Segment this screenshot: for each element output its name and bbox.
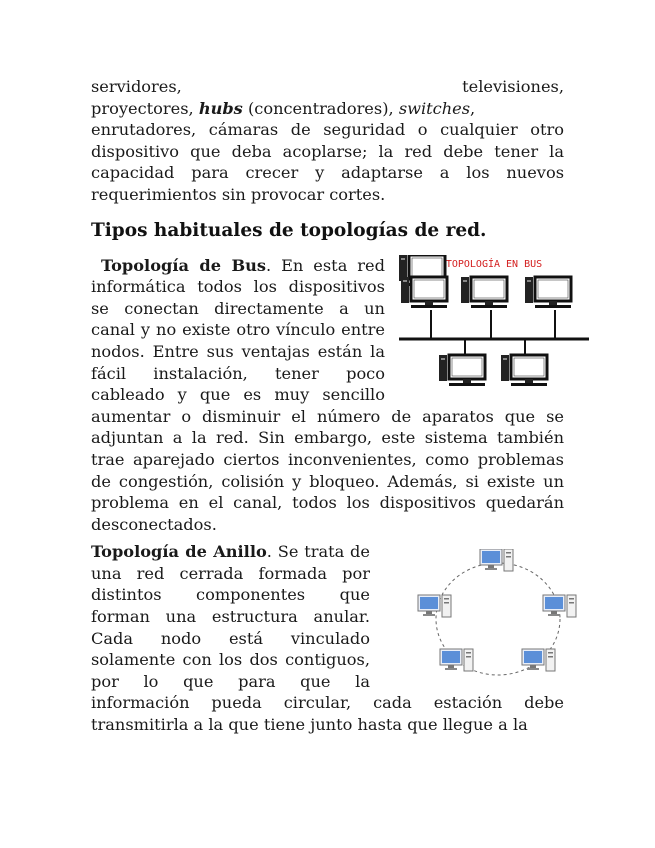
bus-section bbox=[91, 255, 564, 536]
document-page bbox=[91, 76, 564, 742]
intro-text-b: (concentradores), bbox=[242, 98, 399, 118]
workstation-icon bbox=[480, 549, 513, 571]
workstation-icon bbox=[522, 649, 555, 671]
ring-section bbox=[91, 541, 564, 735]
bus-topology-figure bbox=[399, 255, 589, 387]
workstation-icon bbox=[418, 595, 451, 617]
ring-topology-figure bbox=[416, 549, 580, 679]
ring-text: . Se trata de una red cerrada formada por distintos componentes que forman una estructura anular. Cada nodo está vinculado solamente con los dos contiguos, por lo que para que la información pueda circular, cada estación debe transmitirla a la que tiene junto hasta que llegue a la bbox=[91, 542, 564, 735]
term-switches: switches bbox=[398, 98, 471, 118]
computer-icon bbox=[501, 355, 547, 386]
intro-text-a: proyectores, bbox=[91, 98, 199, 118]
bus-figure-label: TOPOLOGÍA EN BUS bbox=[445, 258, 543, 270]
intro-word-servidores: servidores, bbox=[91, 77, 182, 96]
bus-text: . En esta red informática todos los dispositivos se conectan directamente a un canal y no existe otro vínculo entre nodos. Entre sus ventajas están la fácil instalación, tener poco cableado y que es muy sencillo aumentar o disminuir el número de aparatos que se adjuntan a la red. Sin embargo, este sistema también trae aparejado ciertos inconvenientes, como problemas de congestión, colisión y bloqueo. Además, si existe un problema en el canal, todos los dispositivos quedarán desconectados. bbox=[91, 255, 564, 534]
bus-term: Topología de Bus bbox=[100, 255, 267, 275]
computer-icon bbox=[525, 277, 571, 308]
ring-term: Topología de Anillo bbox=[91, 542, 267, 562]
computer-icon bbox=[439, 355, 485, 386]
term-hubs: hubs bbox=[198, 98, 243, 118]
workstation-icon bbox=[440, 649, 473, 671]
intro-rest: enrutadores, cámaras de seguridad o cualquier otro dispositivo que deba acoplarse; la red debe tener la capacidad para crecer y adaptarse a los nuevos requerimientos sin provocar cortes. bbox=[91, 120, 564, 204]
intro-second-line bbox=[91, 98, 564, 120]
intro-first-line bbox=[91, 76, 564, 98]
intro-text-c: , bbox=[470, 98, 476, 118]
intro-paragraph bbox=[91, 76, 564, 206]
section-heading: Tipos habituales de topologías de red. bbox=[91, 219, 487, 241]
workstation-icon bbox=[543, 595, 576, 617]
intro-word-televisiones: televisiones, bbox=[462, 77, 564, 96]
computer-icon bbox=[461, 277, 507, 308]
computer-icon bbox=[401, 277, 447, 308]
